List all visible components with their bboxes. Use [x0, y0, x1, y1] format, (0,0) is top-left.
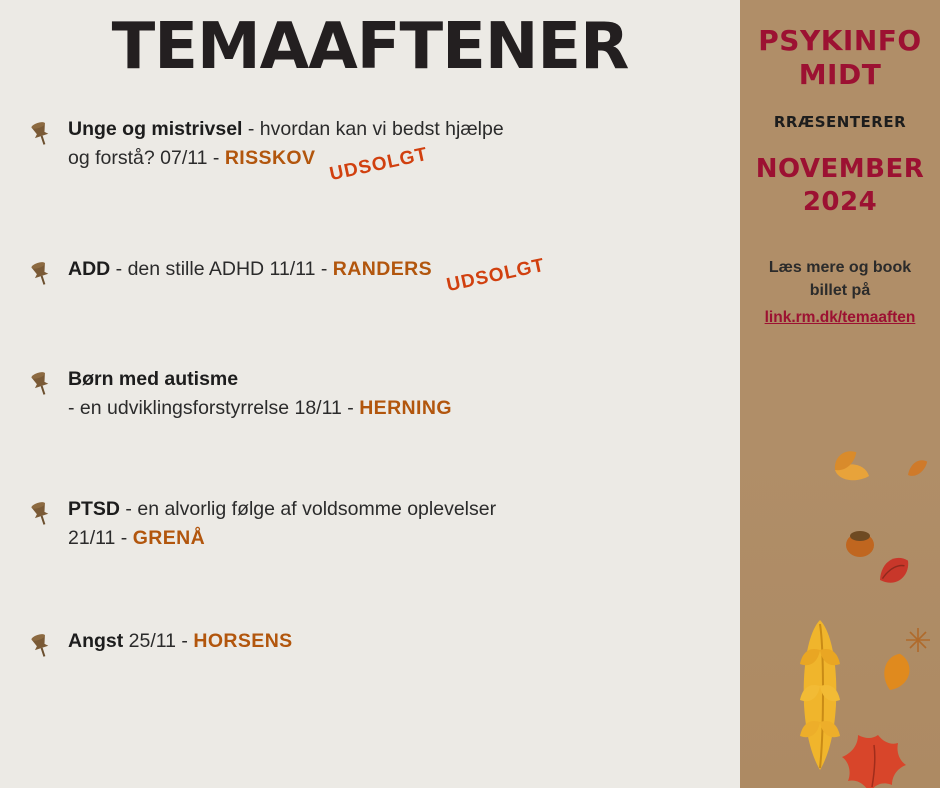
event-line-1 — [68, 365, 712, 394]
event-line-2 — [68, 394, 712, 423]
booking-link[interactable]: link.rm.dk/temaaften — [764, 308, 916, 326]
event-title: ADD — [68, 258, 111, 281]
page-title: TEMAAFTENER — [111, 10, 629, 84]
event-title: Unge og mistrivsel — [68, 118, 243, 141]
event-line-1 — [68, 627, 712, 656]
list-item[interactable] — [26, 115, 712, 255]
event-line-2 — [68, 524, 712, 553]
presents-label: RRÆSENTERER — [773, 113, 907, 132]
list-item[interactable] — [26, 255, 712, 365]
event-city: RANDERS — [332, 258, 433, 281]
event-desc-cont: og forstå? 07/11 - — [68, 147, 225, 170]
pushpin-icon — [26, 369, 56, 399]
event-city: HORSENS — [193, 630, 293, 653]
event-city: GRENÅ — [132, 527, 206, 550]
list-item[interactable] — [26, 495, 712, 627]
month-label: NOVEMBER — [755, 154, 925, 185]
list-item[interactable] — [26, 627, 712, 697]
event-title: Børn med autisme — [68, 368, 239, 391]
pushpin-icon — [26, 119, 56, 149]
booking-line-1: Læs mere og book — [768, 259, 912, 277]
event-city: RISSKOV — [224, 147, 316, 170]
event-desc: - hvordan kan vi bedst hjælpe — [242, 118, 504, 141]
event-line-1 — [68, 115, 712, 144]
date-block — [748, 153, 932, 218]
event-title: PTSD — [68, 498, 121, 521]
sidebar — [740, 0, 940, 788]
brand-line-1: PSYKINFO — [758, 24, 922, 57]
event-desc: - den stille ADHD 11/11 - — [110, 258, 333, 281]
event-desc: 25/11 - — [123, 630, 194, 653]
pushpin-icon — [26, 631, 56, 661]
booking-info — [748, 256, 932, 329]
event-line-1 — [68, 255, 712, 297]
event-city: HERNING — [359, 397, 452, 420]
pushpin-icon — [26, 499, 56, 529]
event-desc-cont: 21/11 - — [68, 527, 133, 550]
event-desc: - en alvorlig følge af voldsomme oplevelser — [120, 498, 497, 521]
brand-line-2: MIDT — [798, 57, 882, 91]
brand-name — [748, 24, 932, 91]
event-line-2 — [68, 144, 712, 186]
list-item[interactable] — [26, 365, 712, 495]
status-badge: UDSOLGT — [444, 255, 547, 297]
booking-line-2: billet på — [809, 282, 871, 300]
event-line-1 — [68, 495, 712, 524]
year-label: 2024 — [802, 186, 878, 217]
events-list — [0, 115, 740, 697]
pushpin-icon — [26, 259, 56, 289]
status-badge: UDSOLGT — [328, 144, 431, 186]
event-title: Angst — [68, 630, 124, 653]
event-desc-cont: - en udviklingsforstyrrelse 18/11 - — [68, 397, 360, 420]
